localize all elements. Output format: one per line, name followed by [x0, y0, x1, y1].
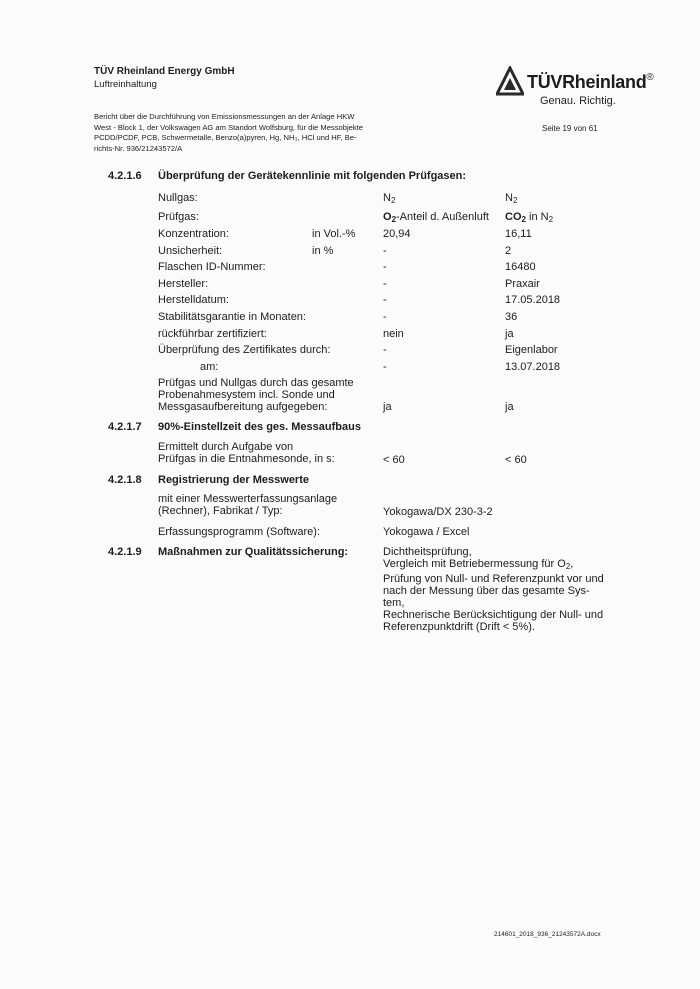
tuv-triangle-icon: [496, 66, 524, 96]
pruefgas-value-1: $O_2$-Anteil d. Außenluft: [383, 211, 489, 224]
gas-row-value-2: ja: [505, 327, 514, 340]
probe-value-2: ja: [505, 401, 514, 413]
gas-row-value-1: nein: [383, 327, 404, 340]
gas-row-value-1: -: [383, 244, 387, 257]
section-title: 90%-Einstellzeit des ges. Messaufbaus: [158, 421, 361, 433]
pruefgas-label: Prüfgas:: [158, 211, 199, 223]
probe-value-1: ja: [383, 401, 392, 413]
probe-note: [158, 377, 354, 413]
gas-row-label: Herstelldatum:: [158, 294, 229, 307]
report-description: [94, 112, 434, 154]
department: Luftreinhaltung: [94, 79, 157, 90]
section-number: 4.2.1.9: [108, 546, 142, 558]
gas-row-label: Hersteller:: [158, 277, 209, 290]
section-number: 4.2.1.8: [108, 474, 142, 486]
note-line: mit einer Messwerterfassungsanlage: [158, 493, 338, 505]
probe-line: Messgasaufbereitung aufgegeben:: [158, 401, 328, 413]
section-number: 4.2.1.6: [108, 170, 142, 182]
report-line: Bericht über die Durchführung von Emissionsmessungen an der Anlage HKW: [94, 112, 355, 121]
note-line: Ermittelt durch Aufgabe von: [158, 441, 294, 453]
probe-line: Prüfgas und Nullgas durch das gesamte: [158, 377, 354, 389]
gas-row-label: Konzentration:: [158, 228, 229, 240]
qa-line: tem,: [383, 597, 405, 609]
gas-row-value-2: 16,11: [505, 228, 532, 240]
software-label: Erfassungsprogramm (Software):: [158, 526, 320, 538]
gas-row-value-1: -: [383, 311, 387, 323]
recorder-note: [158, 493, 337, 517]
gas-row-label: Überprüfung des Zertifikates durch:: [158, 344, 331, 357]
gas-row-label: rückführbar zertifiziert:: [158, 327, 267, 340]
qa-line: Referenzpunktdrift (Drift < 5%).: [383, 621, 535, 633]
note-line: (Rechner), Fabrikat / Typ:: [158, 505, 283, 517]
page-number: Seite 19 von 61: [542, 124, 598, 133]
note-line: Prüfgas in die Entnahmesonde, in s:: [158, 453, 335, 465]
qa-line: Dichtheitsprüfung,: [383, 546, 472, 558]
section-number: 4.2.1.7: [108, 421, 142, 433]
gas-row-value-2: 2: [505, 244, 512, 257]
section-title: Überprüfung der Gerätekennlinie mit folgenden Prüfgasen:: [158, 170, 467, 182]
gas-row-unit: in Vol.-%: [312, 228, 356, 240]
gas-row-label: Unsicherheit:: [158, 244, 223, 257]
gas-row-value-1: -: [383, 261, 387, 274]
gas-row-label: Flaschen ID-Nummer:: [158, 261, 266, 274]
company-name: TÜV Rheinland Energy GmbH: [94, 66, 235, 77]
qa-line: Vergleich mit Betriebermessung für $O_2$,: [383, 558, 574, 571]
report-line: richts-Nr. 936/21243572/A: [94, 143, 183, 153]
qa-measures: [383, 546, 623, 633]
gas-row-value-2: 16480: [505, 261, 536, 274]
gas-row-value-1: 20,94: [383, 228, 411, 240]
section-title: Registrierung der Messwerte: [158, 474, 309, 486]
gas-row-value-2: 17.05.2018: [505, 294, 561, 307]
recorder-type: Yokogawa/DX 230-3-2: [383, 506, 493, 518]
gas-row-label: Stabilitätsgarantie in Monaten:: [158, 311, 306, 323]
gas-row-value-1: -: [383, 344, 387, 357]
response-time-value-2: < 60: [505, 454, 527, 466]
gas-row-value-1: -: [383, 360, 387, 373]
gas-row-value-2: Praxair: [505, 277, 540, 290]
probe-line: Probenahmesystem incl. Sonde und: [158, 389, 335, 401]
gas-row-value-2: 13.07.2018: [505, 360, 561, 373]
nullgas-label: Nullgas:: [158, 192, 198, 204]
gas-row-unit: in %: [312, 244, 334, 257]
qa-line: Prüfung von Null- und Referenzpunkt vor und: [383, 573, 604, 585]
logo-wordmark: TÜVRheinland®: [527, 72, 654, 92]
qa-line: nach der Messung über das gesamte Sys-: [383, 585, 590, 597]
report-line: PCDD/PCDF, PCB, Schwermetalle, Benzo(a)pyren, Hg, NH₃, HCl und HF, Be-: [94, 133, 357, 143]
response-time-value-1: < 60: [383, 454, 405, 466]
software-value: Yokogawa / Excel: [383, 526, 470, 538]
gas-row-value-2: Eigenlabor: [505, 344, 558, 357]
footer-filename: 214601_2018_936_21243572A.docx: [494, 931, 601, 938]
nullgas-value-2: $N_2$: [505, 192, 518, 205]
gas-row-value-2: 36: [505, 311, 518, 323]
response-time-note: [158, 441, 335, 465]
pruefgas-value-2: $CO_2$ in $N_2$: [505, 211, 554, 224]
logo-tagline: Genau. Richtig.: [540, 95, 616, 107]
nullgas-value-1: $N_2$: [383, 192, 396, 205]
gas-row-label: am:: [200, 360, 219, 373]
qa-line: Rechnerische Berücksichtigung der Null- und: [383, 609, 604, 621]
report-line: West - Block 1, der Volkswagen AG am Standort Wolfsburg, für die Messobjekte: [94, 122, 363, 132]
section-title: Maßnahmen zur Qualitätssicherung:: [158, 546, 349, 558]
gas-row-value-1: -: [383, 277, 387, 290]
gas-row-value-1: -: [383, 294, 387, 307]
